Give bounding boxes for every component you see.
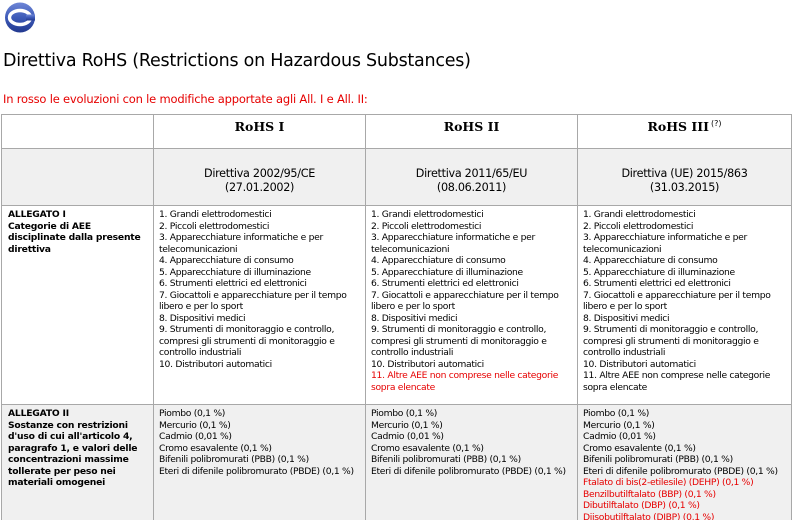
list-item: 2. Piccoli elettrodomestici <box>159 220 270 232</box>
list-item: 5. Apparecchiature di illuminazione <box>583 266 735 278</box>
list-item: 4. Apparecchiature di consumo <box>159 255 294 266</box>
list-item: 4. Apparecchiature di consumo <box>583 255 718 266</box>
header-corner <box>2 115 154 149</box>
annex-2-row <box>2 405 792 520</box>
list-item: 4. Apparecchiature di consumo <box>371 255 506 266</box>
list-item: Eteri di difenile polibromurato (PBDE) (0,1 %) <box>583 465 778 477</box>
header-rohs-2: RoHS II <box>366 115 578 149</box>
list-item: 9. Strumenti di monitoraggio e controllo, compresi gli strumenti di monitoraggio e controllo industriali <box>371 324 547 358</box>
annex-1-rohs-2 <box>366 206 578 405</box>
list-item: 10. Distributori automatici <box>371 358 484 370</box>
rohs-comparison-table <box>1 114 792 520</box>
list-item: Bifenili polibromurati (PBB) (0,1 %) <box>159 454 309 465</box>
annex-2-label: ALLEGATO II Sostanze con restrizioni d'uso di cui all'articolo 4, paragrafo 1, e valori delle concentrazioni massime tollerate per peso nei materiali omogenei <box>2 405 154 520</box>
list-item: 2. Piccoli elettrodomestici <box>583 220 694 232</box>
list-item: 3. Apparecchiature informatiche e per telecomunicazioni <box>371 232 535 255</box>
list-item: 6. Strumenti elettrici ed elettronici <box>371 278 519 289</box>
evolution-note: In rosso le evoluzioni con le modifiche apportate agli All. I e All. II: <box>3 92 368 106</box>
list-item: 2. Piccoli elettrodomestici <box>371 220 482 232</box>
list-item: Eteri di difenile polibromurato (PBDE) (0,1 %) <box>371 465 566 477</box>
footnote-marker[interactable]: (?) <box>710 119 722 128</box>
header-rohs-3: RoHS III (?) <box>578 115 792 149</box>
list-item: 8. Dispositivi medici <box>159 312 246 324</box>
list-item: Piombo (0,1 %) <box>159 408 226 419</box>
list-item: Diisobutilftalato (DIBP) (0,1 %) <box>583 511 715 520</box>
annex-1-rohs-3 <box>578 206 792 405</box>
list-item: 5. Apparecchiature di illuminazione <box>159 266 311 278</box>
list-item: 6. Strumenti elettrici ed elettronici <box>159 278 307 289</box>
list-item: 8. Dispositivi medici <box>371 312 458 324</box>
list-item: Cadmio (0,01 %) <box>371 431 444 442</box>
directive-cell: Direttiva (UE) 2015/863 (31.03.2015) <box>578 149 792 206</box>
list-item: 8. Dispositivi medici <box>583 312 670 324</box>
list-item: 7. Giocattoli e apparecchiature per il tempo libero e per lo sport <box>371 289 559 312</box>
directive-cell: Direttiva 2002/95/CE (27.01.2002) <box>154 149 366 206</box>
circle-c-logo-icon <box>2 2 40 33</box>
list-item: 7. Giocattoli e apparecchiature per il tempo libero e per lo sport <box>159 289 347 312</box>
list-item: 3. Apparecchiature informatiche e per telecomunicazioni <box>583 232 747 255</box>
list-item: Cadmio (0,01 %) <box>159 431 232 442</box>
page-title: Direttiva RoHS (Restrictions on Hazardous Substances) <box>3 51 471 71</box>
list-item: 7. Giocattoli e apparecchiature per il tempo libero e per lo sport <box>583 289 771 312</box>
list-item: 10. Distributori automatici <box>583 358 696 370</box>
list-item: Mercurio (0,1 %) <box>583 419 655 431</box>
list-item: Cadmio (0,01 %) <box>583 431 656 442</box>
annex-2-rohs-2 <box>366 405 578 520</box>
list-item: 10. Distributori automatici <box>159 358 272 370</box>
directive-corner <box>2 149 154 206</box>
list-item: Mercurio (0,1 %) <box>159 419 231 431</box>
list-item: 9. Strumenti di monitoraggio e controllo, compresi gli strumenti di monitoraggio e controllo industriali <box>159 324 335 358</box>
list-item: 1. Grandi elettrodomestici <box>583 209 696 220</box>
list-item: 5. Apparecchiature di illuminazione <box>371 266 523 278</box>
list-item: 3. Apparecchiature informatiche e per telecomunicazioni <box>159 232 323 255</box>
list-item: Bifenili polibromurati (PBB) (0,1 %) <box>371 454 521 465</box>
header-row <box>2 115 792 149</box>
list-item: Benzilbutilftalato (BBP) (0,1 %) <box>583 488 716 500</box>
list-item: Bifenili polibromurati (PBB) (0,1 %) <box>583 454 733 465</box>
annex-2-rohs-3 <box>578 405 792 520</box>
list-item: Dibutilftalato (DBP) (0,1 %) <box>583 500 700 511</box>
list-item: 11. Altre AEE non comprese nelle categorie sopra elencate <box>371 370 559 393</box>
directive-row <box>2 149 792 206</box>
header-rohs-1: RoHS I <box>154 115 366 149</box>
list-item: Cromo esavalente (0,1 %) <box>583 442 696 454</box>
list-item: 11. Altre AEE non comprese nelle categorie sopra elencate <box>583 370 771 393</box>
list-item: Cromo esavalente (0,1 %) <box>371 442 484 454</box>
list-item: 6. Strumenti elettrici ed elettronici <box>583 278 731 289</box>
list-item: 1. Grandi elettrodomestici <box>371 209 484 220</box>
list-item: 1. Grandi elettrodomestici <box>159 209 272 220</box>
list-item: 9. Strumenti di monitoraggio e controllo, compresi gli strumenti di monitoraggio e controllo industriali <box>583 324 759 358</box>
list-item: Piombo (0,1 %) <box>371 408 438 419</box>
annex-1-rohs-1 <box>154 206 366 405</box>
directive-cell: Direttiva 2011/65/EU (08.06.2011) <box>366 149 578 206</box>
annex-1-row <box>2 206 792 405</box>
list-item: Mercurio (0,1 %) <box>371 419 443 431</box>
annex-2-rohs-1 <box>154 405 366 520</box>
list-item: Ftalato di bis(2-etilesile) (DEHP) (0,1 %) <box>583 477 754 488</box>
list-item: Piombo (0,1 %) <box>583 408 650 419</box>
list-item: Eteri di difenile polibromurato (PBDE) (0,1 %) <box>159 465 354 477</box>
list-item: Cromo esavalente (0,1 %) <box>159 442 272 454</box>
annex-1-label: ALLEGATO I Categorie di AEE disciplinate dalla presente direttiva <box>2 206 154 405</box>
